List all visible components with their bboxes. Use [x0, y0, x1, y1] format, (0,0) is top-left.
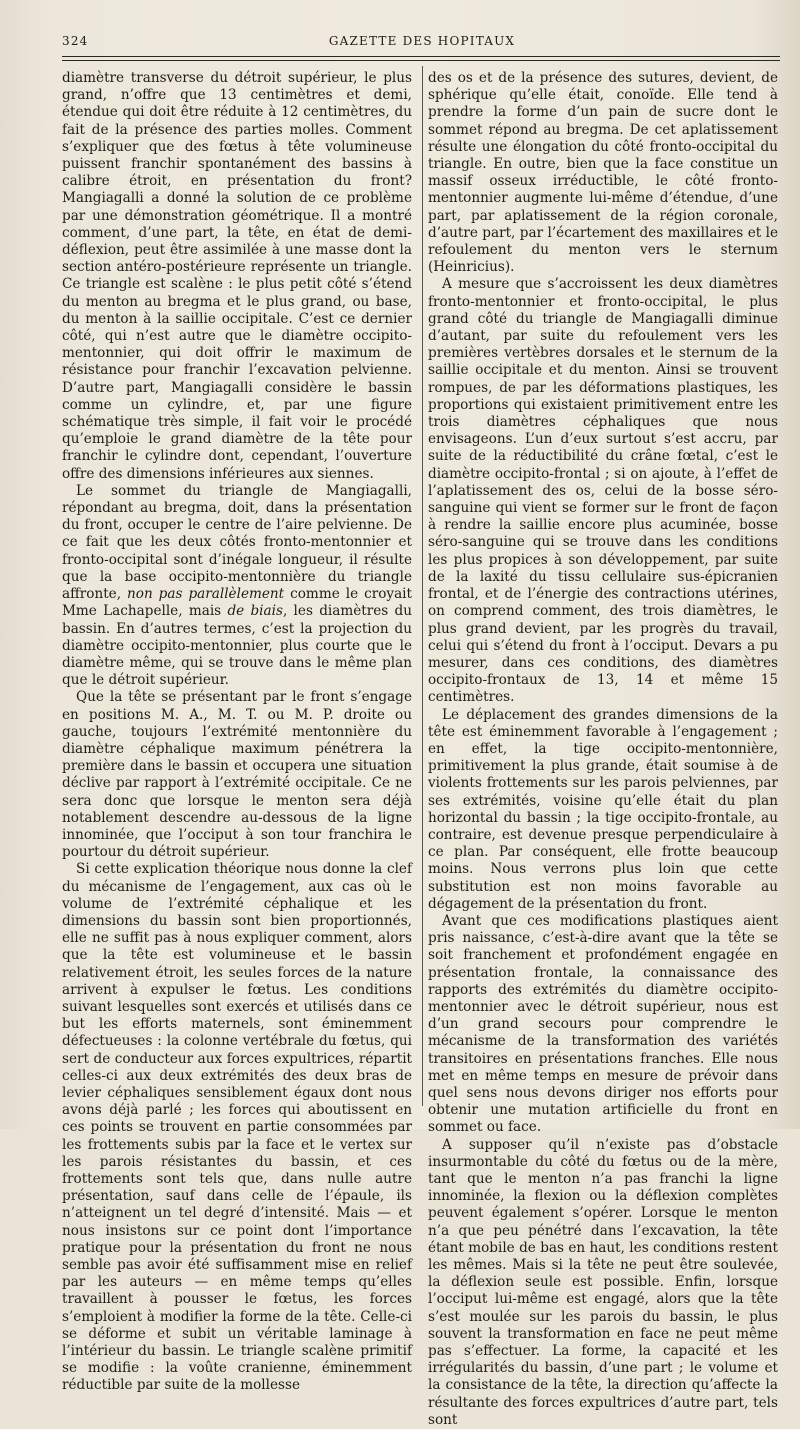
right-column	[428, 70, 778, 1429]
paragraph: Le déplacement des grandes dimensions de la tête est éminemment favorable à l’engagement ; en effet, la tige occipito-mentonnière, primitivement la plus grande, était soumise à de violents frottements sur les parois pelviennes, par ses extrémités, voisine qu’elle était du plan horizontal du bassin ; la tige occipito-frontale, au contraire, est devenue presque perpendiculaire à ce plan. Par conséquent, elle frotte beaucoup moins. Nous verrons plus loin que cette substitution est non moins favorable au dégagement de la présentation du front.	[428, 706, 778, 912]
header-rule-thin	[62, 60, 780, 61]
journal-title: GAZETTE DES HOPITAUX	[328, 34, 516, 48]
paragraph: des os et de la présence des sutures, devient, de sphérique qu’elle était, conoïde. Elle tend à prendre la forme d’un pain de sucre dont le sommet répond au bregma. De cet aplatissement résulte une élongation du côté fronto-occipital du triangle. En outre, bien que la face constitue un massif osseux irréductible, le côté fronto-mentonnier augmente lui-même d’étendue, d’une part, par aplatissement de la région coronale, d’autre part, par l’écartement des maxillaires et le refoulement du menton vers le sternum (Heinricius).	[428, 70, 778, 276]
text-run: Le sommet du triangle de Mangiagalli, répondant au bregma, doit, dans la présentation du front, occuper le centre de l’aire pelvienne. De ce fait que les deux côtés fronto-mentonnier et fronto-occipital sont d’inégale longueur, il résulte que la base occipito-mentonnière du triangle affronte,	[62, 482, 412, 603]
paragraph: A mesure que s’accroissent les deux diamètres fronto-mentonnier et fronto-occipital, le plus grand côté du triangle de Mangiagalli diminue d’autant, par suite du refoulement vers les premières vertèbres dorsales et le sternum de la saillie occipitale et du menton. Ainsi se trouvent rompues, de par les déformations plastiques, les proportions qui existaient primitivement entre les trois diamètres céphaliques que nous envisageons. L’un d’eux surtout s’est accru, par suite de la réductibilité du crâne fœtal, c’est le diamètre occipito-frontal ; si on ajoute, à l’effet de l’aplatissement des os, celui de la bosse séro-sanguine qui vient se former sur le front de façon à rendre la saillie encore plus acuminée, bosse séro-sanguine qui se trouve dans les conditions les plus propices à son développement, par suite de la laxité du tissu cellulaire sus-épicranien frontal, et de l’énergie des contractions utérines, on comprend comment, des trois diamètres, le plus grand devient, par les progrès du travail, celui qui s’étend du front à l’occiput. Devars a pu mesurer, dans ces conditions, des diamètres occipito-frontaux de 13, 14 et même 15 centimètres.	[428, 276, 778, 706]
italic-text: non pas parallèlement	[127, 586, 285, 603]
italic-text: de biais	[227, 603, 283, 620]
text-run: comme le croyait Mme Lachapelle, mais	[62, 586, 412, 620]
text-run: , les diamètres du bassin. En d’autres termes, c’est la projection du diamètre occipito-mentonnier, plus courte que le diamètre même, qui se trouve dans le même plan que le détroit supérieur.	[62, 603, 413, 689]
paragraph	[62, 483, 412, 689]
paragraph: A supposer qu’il n’existe pas d’obstacle insurmontable du côté du fœtus ou de la mère, tant que le menton n’a pas franchi la ligne innominée, la flexion ou la déflexion complètes peuvent également s’opérer. Lorsque le menton n’a que peu pénétré dans l’excavation, la tête étant mobile de bas en haut, les conditions restent les mêmes. Mais si la tête ne peut être soulevée, la déflexion seule est possible. Enfin, lorsque l’occiput lui-même est engagé, alors que la tête s’est moulée sur les parois du bassin, le plus souvent la transformation en face ne peut même pas s’effectuer. La forme, la capacité et les irrégularités du bassin, d’une part ; le volume et la consistance de la tête, la direction qu’affecte la résultante des forces expultrices d’autre part, tels sont	[428, 1136, 778, 1428]
page-header	[62, 34, 782, 54]
paragraph: Avant que ces modifications plastiques aient pris naissance, c’est-à-dire avant que la tête se soit franchement et profondément engagée en présentation frontale, la connaissance des rapports des extrémités du diamètre occipito-mentonnier avec le détroit supérieur, nous est d’un grand secours pour comprendre le mécanisme de la transformation des variétés transitoires en présentations franches. Elle nous met en même temps en mesure de prévoir dans quel sens nous devons diriger nos efforts pour obtenir une mutation artificielle du front en sommet ou face.	[428, 912, 778, 1136]
left-column	[62, 70, 412, 1395]
page-number: 324	[62, 34, 89, 48]
paragraph: Si cette explication théorique nous donne la clef du mécanisme de l’engagement, aux cas où le volume de l’extrémité céphalique et les dimensions du bassin sont bien proportionnés, elle ne suffit pas à nous expliquer comment, alors que la tête est volumineuse et le bassin relativement étroit, les seules forces de la nature arrivent à expulser le fœtus. Les conditions suivant lesquelles sont exercés et utilisés dans ce but les efforts maternels, sont éminemment défectueuses : la colonne vertébrale du fœtus, qui sert de conducteur aux forces expultrices, répartit celles-ci aux deux extrémités des deux bras de levier céphaliques sensiblement égaux dont nous avons déjà parlé ; les forces qui aboutissent en ces points se trouvent en partie consommées par les frottements subis par la face et le vertex sur les parois résistantes du bassin, et ces frottements sont tels que, dans nulle autre présentation, sauf dans celle de l’épaule, ils n’atteignent un tel degré d’intensité. Mais — et nous insistons sur ce point dont l’importance pratique pour la présentation du front ne nous semble pas avoir été suffisamment mise en relief par les auteurs — en même temps qu’elles travaillent à pousser le fœtus, les forces s’emploient à modifier la forme de la tête. Celle-ci se déforme et subit un véritable laminage à l’intérieur du bassin. Le triangle scalène primitif se modifie : la voûte cranienne, éminemment réductible par suite de la mollesse	[62, 861, 412, 1394]
column-divider	[422, 66, 423, 1106]
header-rule-thick	[62, 56, 780, 57]
paragraph: diamètre transverse du détroit supérieur, le plus grand, n’offre que 13 centimètres et demi, étendue qui doit être réduite à 12 centimètres, du fait de la présence des parties molles. Comment s’expliquer que des fœtus à tête volumineuse puissent franchir spontanément des bassins à calibre étroit, en présentation du front? Mangiagalli a donné la solution de ce problème par une démonstration géométrique. Il a montré comment, d’une part, la tête, en état de demi-déflexion, peut être assimilée à une masse dont la section antéro-postérieure représente un triangle. Ce triangle est scalène : le plus petit côté s’étend du menton au bregma et le plus grand, ou base, du menton à la saillie occipitale. C’est ce dernier côté, qui n’est autre que le diamètre occipito-mentonnier, qui doit offrir le maximum de résistance pour franchir l’excavation pelvienne. D’autre part, Mangiagalli considère le bassin comme un cylindre, et, par une figure schématique très simple, il fait voir le procédé qu’emploie le grand diamètre de la tête pour franchir le cylindre dont, cependant, l’ouverture offre des dimensions inférieures aux siennes.	[62, 70, 412, 482]
paragraph: Que la tête se présentant par le front s’engage en positions M. A., M. T. ou M. P. droite ou gauche, toujours l’extrémité mentonnière du diamètre céphalique maximum pénétrera la première dans le bassin et occupera une situation déclive par rapport à l’extrémité occipitale. Ce ne sera donc que lorsque le menton sera déjà notablement descendre au-dessous de la ligne innominée, que l’occiput à son tour franchira le pourtour du détroit supérieur.	[62, 689, 412, 861]
